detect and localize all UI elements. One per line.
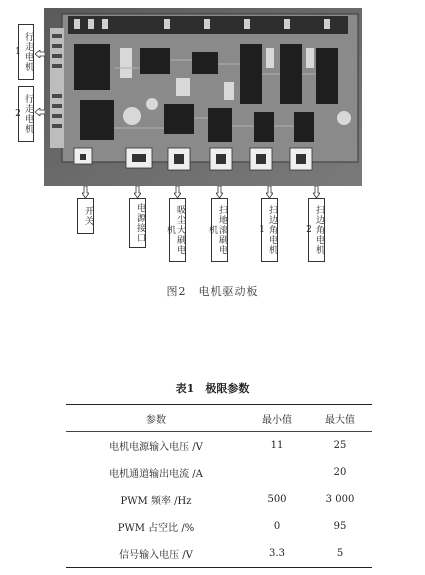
cell-max: 20 [333, 467, 347, 478]
arrow-down-icon [216, 186, 223, 198]
header-min: 最小值 [246, 405, 308, 432]
arrow-down-icon [82, 186, 89, 198]
motor-driver-board-photo [44, 8, 362, 186]
label-walk-motor-1: 行走电机1 [18, 24, 34, 80]
cell-max: 3 000 [325, 494, 355, 505]
cell-min: 11 [270, 440, 284, 451]
cell-max: 95 [333, 521, 347, 532]
label-walk-motor-2: 行走电机2 [18, 86, 34, 142]
table-row [66, 459, 372, 486]
cell-parameter: 电机通道输出电流 /A [109, 469, 203, 480]
label-switch: 开关 [77, 198, 94, 234]
arrow-down-icon [134, 186, 141, 198]
header-max: 最大值 [308, 405, 372, 432]
label-suction-brush-motor: 吸尘大刷电机 [169, 198, 186, 262]
cell-min: 0 [273, 521, 281, 532]
cell-parameter: PWM 占空比 /% [117, 523, 195, 534]
arrow-down-icon [266, 186, 273, 198]
cell-min [246, 459, 308, 486]
table-header-row [66, 405, 372, 432]
label-power-port: 电源接口 [129, 198, 146, 248]
label-side-brush-motor-1: 扫边角电机1 [261, 198, 278, 262]
cell-min: 500 [267, 494, 287, 505]
cell-parameter: 信号输入电压 /V [66, 540, 246, 568]
cell-min: 3.3 [246, 540, 308, 568]
figure-caption: 图2 电机驱动板 [166, 285, 259, 298]
table-row [66, 513, 372, 540]
table-title: 表1 极限参数 [175, 382, 250, 395]
header-parameter: 参数 [66, 405, 246, 432]
cell-parameter: 电机电源输入电压 /V [109, 442, 203, 453]
cell-max: 25 [333, 440, 347, 451]
arrow-left-icon [35, 50, 45, 58]
arrow-down-icon [313, 186, 320, 198]
arrow-left-icon [35, 108, 45, 116]
table-row [66, 540, 372, 568]
arrow-down-icon [174, 186, 181, 198]
table-row [66, 432, 372, 460]
label-floor-brush-motor: 扫地滚刷电机 [211, 198, 228, 262]
cell-max: 5 [308, 540, 372, 568]
cell-parameter: PWM 频率 /Hz [120, 496, 192, 507]
label-side-brush-motor-2: 扫边角电机2 [308, 198, 325, 262]
table-row [66, 486, 372, 513]
limit-parameters-table [66, 404, 372, 568]
